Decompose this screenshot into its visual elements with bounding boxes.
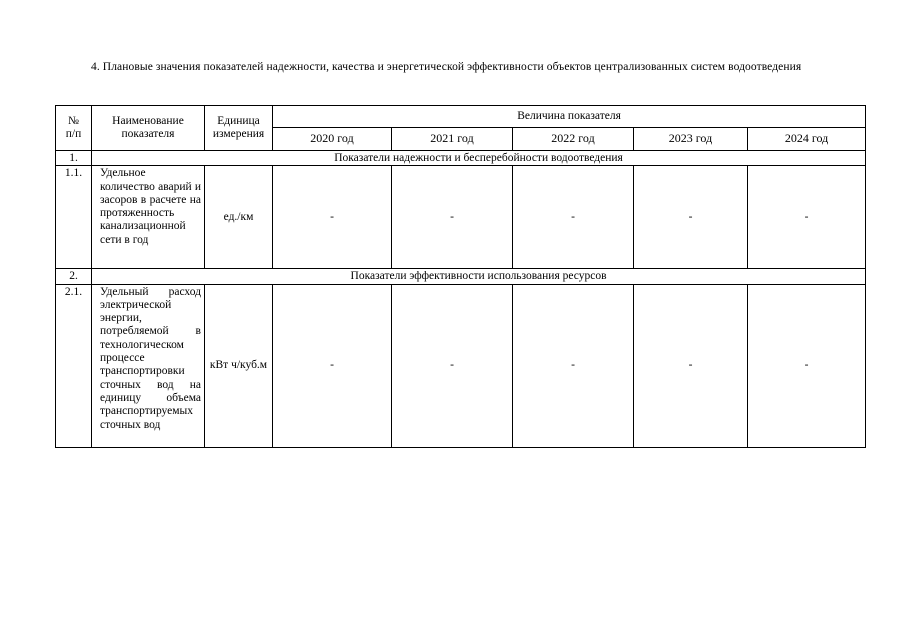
header-year: 2021 год — [392, 128, 513, 151]
section-heading: 4. Плановые значения показателей надежности, качества и энергетической эффективности объектов централизованных систем водоотведения — [91, 61, 802, 73]
header-year: 2022 год — [513, 128, 634, 151]
header-value-group: Величина показателя — [273, 106, 866, 128]
row-value: - — [513, 166, 634, 269]
section-num: 1. — [56, 151, 92, 166]
row-unit: ед./км — [205, 166, 273, 269]
row-value: - — [634, 284, 748, 447]
section-title: Показатели надежности и бесперебойности водоотведения — [92, 151, 866, 166]
header-num: № п/п — [56, 106, 92, 151]
section-row — [56, 151, 866, 166]
row-value: - — [634, 166, 748, 269]
indicators-table — [55, 105, 866, 448]
row-value: - — [748, 284, 866, 447]
section-row — [56, 269, 866, 284]
header-unit: Единица измерения — [205, 106, 273, 151]
section-title: Показатели эффективности использования ресурсов — [92, 269, 866, 284]
row-value: - — [273, 284, 392, 447]
row-value: - — [513, 284, 634, 447]
row-name: Удельное количество аварий и засоров в расчете на протяженность канализационной сети в год — [92, 166, 205, 269]
row-value: - — [392, 166, 513, 269]
row-unit: кВт ч/куб.м — [205, 284, 273, 447]
header-name: Наименование показателя — [92, 106, 205, 151]
section-num: 2. — [56, 269, 92, 284]
header-year: 2023 год — [634, 128, 748, 151]
row-value: - — [273, 166, 392, 269]
table-row — [56, 284, 866, 447]
header-year: 2020 год — [273, 128, 392, 151]
row-num: 1.1. — [56, 166, 92, 269]
header-year: 2024 год — [748, 128, 866, 151]
row-value: - — [748, 166, 866, 269]
row-num: 2.1. — [56, 284, 92, 447]
table-row — [56, 166, 866, 269]
row-value: - — [392, 284, 513, 447]
row-name: Удельный расход электрической энергии, потребляемой в технологическом процессе транспортировки сточных вод на единицу объема транспортируемых сточных вод — [92, 284, 205, 447]
